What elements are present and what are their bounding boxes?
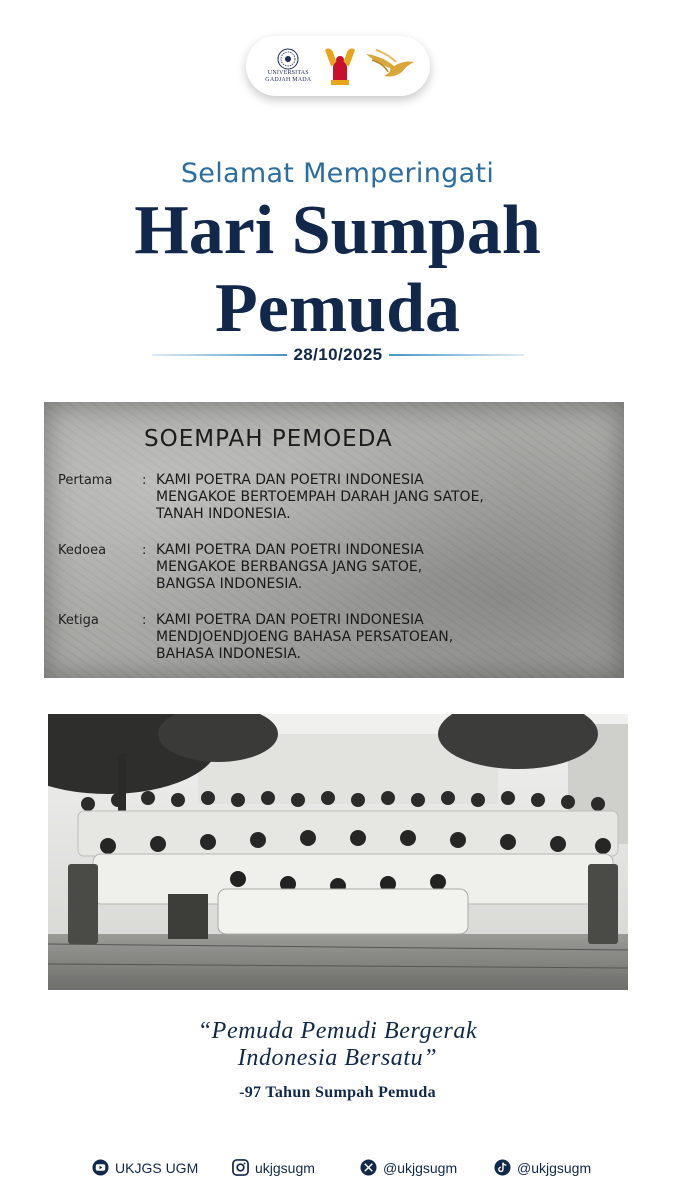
title-line-1: Hari Sumpah <box>134 192 541 269</box>
title-line-2: Pemuda <box>215 270 460 347</box>
oath-colon: : <box>142 543 147 558</box>
ugm-logo <box>260 48 316 84</box>
oath-line: TANAH INDONESIA. <box>156 506 291 522</box>
logo-bar <box>246 36 430 96</box>
quote-line-1: “Pemuda Pemudi Bergerak <box>197 1018 478 1044</box>
ugm-logo-text-2: GADJAH MADA <box>265 77 312 83</box>
eagle-logo-icon <box>364 46 416 86</box>
oath-line: MENGAKOE BERBANGSA JANG SATOE, <box>156 559 423 575</box>
youtube-icon <box>92 1159 109 1176</box>
social-tiktok-label: @ukjgsugm <box>517 1159 592 1176</box>
historical-group-photo <box>48 714 628 990</box>
page-title <box>0 192 675 348</box>
oath-line: KAMI POETRA DAN POETRI INDONESIA <box>156 542 424 558</box>
date-text: 28/10/2025 <box>293 345 383 364</box>
date-divider-left <box>152 354 287 356</box>
tiktok-icon <box>494 1159 511 1176</box>
oath-item-label: Kedoea <box>58 543 107 558</box>
greeting-text: Selamat Memperingati <box>180 158 495 189</box>
oath-item <box>58 612 453 663</box>
group-photo-illustration <box>48 714 628 990</box>
quote-text <box>0 1018 675 1072</box>
oath-heading: SOEMPAH PEMOEDA <box>144 426 393 452</box>
oath-line: KAMI POETRA DAN POETRI INDONESIA <box>156 472 424 488</box>
oath-item <box>58 542 424 593</box>
social-x-label: @ukjgsugm <box>383 1159 458 1176</box>
social-instagram[interactable] <box>232 1159 315 1176</box>
ugm-seal-icon <box>277 48 299 70</box>
oath-item-text <box>156 472 484 523</box>
social-x[interactable] <box>360 1159 457 1176</box>
ugm-logo-text-1: UNIVERSITAS <box>267 70 309 76</box>
oath-line: MENDJOENDJOENG BAHASA PERSATOEAN, <box>156 629 454 645</box>
oath-item-text <box>156 542 424 593</box>
date-divider-right <box>389 354 524 356</box>
oath-line: BAHASA INDONESIA. <box>156 646 301 662</box>
social-youtube-label: UKJGS UGM <box>115 1159 199 1176</box>
quote-line-2: Indonesia Bersatu” <box>237 1045 438 1071</box>
social-tiktok[interactable] <box>494 1159 591 1176</box>
instagram-icon <box>232 1159 249 1176</box>
x-icon <box>360 1159 377 1176</box>
quote-source: -97 Tahun Sumpah Pemuda <box>239 1084 436 1101</box>
oath-line: MENGAKOE BERTOEMPAH DARAH JANG SATOE, <box>156 489 484 505</box>
oath-item-label: Pertama <box>58 473 113 488</box>
oath-line: BANGSA INDONESIA. <box>156 576 303 592</box>
oath-item-text <box>156 612 453 663</box>
date-row <box>152 344 524 366</box>
oath-colon: : <box>142 613 147 628</box>
social-footer <box>0 1159 675 1181</box>
oath-item-label: Ketiga <box>58 613 99 628</box>
sumpah-pemuda-emblem-icon <box>321 44 359 88</box>
social-youtube[interactable] <box>92 1159 198 1176</box>
social-instagram-label: ukjgsugm <box>255 1159 315 1176</box>
oath-document-image <box>44 402 624 678</box>
oath-line: KAMI POETRA DAN POETRI INDONESIA <box>156 612 424 628</box>
oath-item <box>58 472 484 523</box>
oath-colon: : <box>142 473 147 488</box>
